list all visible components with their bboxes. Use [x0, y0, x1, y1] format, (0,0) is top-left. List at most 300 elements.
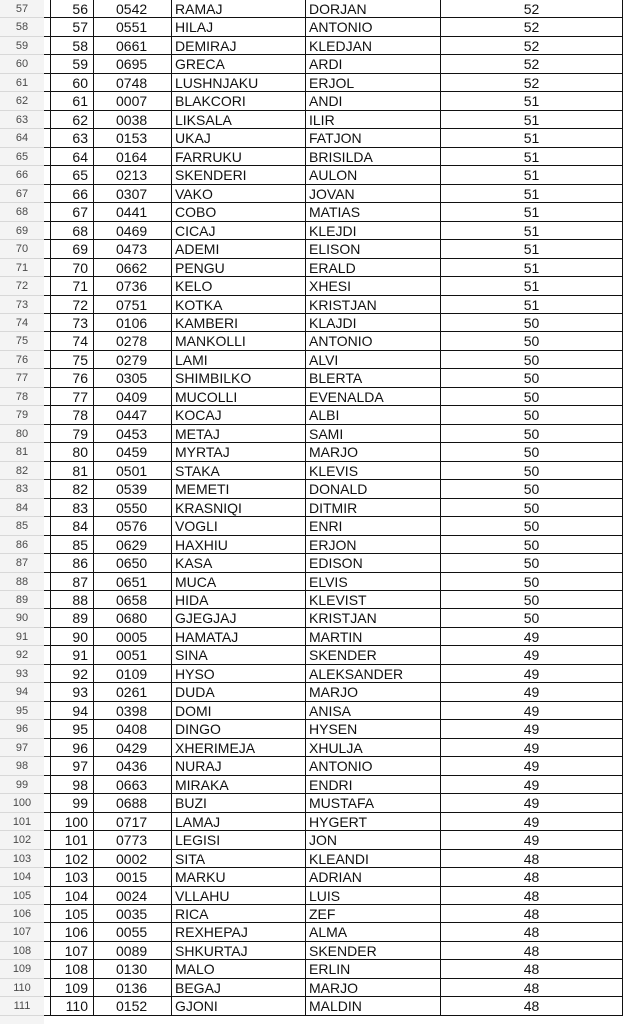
surname-cell[interactable]: UKAJ: [172, 129, 306, 147]
points-cell[interactable]: 50: [441, 517, 623, 535]
rank-cell[interactable]: 57: [50, 18, 94, 36]
rank-cell[interactable]: 92: [50, 665, 94, 683]
row-header[interactable]: [0, 573, 44, 591]
name-cell[interactable]: DITMIR: [306, 499, 441, 517]
surname-cell[interactable]: LIKSALA: [172, 111, 306, 129]
code-cell[interactable]: 0542: [94, 0, 172, 18]
code-cell[interactable]: 0130: [94, 960, 172, 978]
code-cell[interactable]: 0748: [94, 74, 172, 92]
name-cell[interactable]: ELVIS: [306, 573, 441, 591]
surname-cell[interactable]: BUZI: [172, 794, 306, 812]
name-cell[interactable]: ERALD: [306, 259, 441, 277]
surname-cell[interactable]: VLLAHU: [172, 887, 306, 905]
surname-cell[interactable]: DEMIRAJ: [172, 37, 306, 55]
code-cell[interactable]: 0650: [94, 554, 172, 572]
points-cell[interactable]: 52: [441, 0, 623, 18]
row-header[interactable]: [0, 406, 44, 424]
row-header[interactable]: [0, 960, 44, 978]
points-cell[interactable]: 50: [441, 462, 623, 480]
points-cell[interactable]: 52: [441, 74, 623, 92]
points-cell[interactable]: 51: [441, 296, 623, 314]
points-cell[interactable]: 51: [441, 203, 623, 221]
code-cell[interactable]: 0164: [94, 148, 172, 166]
surname-cell[interactable]: XHERIMEJA: [172, 739, 306, 757]
surname-cell[interactable]: BEGAJ: [172, 979, 306, 997]
name-cell[interactable]: BRISILDA: [306, 148, 441, 166]
points-cell[interactable]: 51: [441, 92, 623, 110]
name-cell[interactable]: ALEKSANDER: [306, 665, 441, 683]
rank-cell[interactable]: 101: [50, 831, 94, 849]
code-cell[interactable]: 0007: [94, 92, 172, 110]
code-cell[interactable]: 0453: [94, 425, 172, 443]
code-cell[interactable]: 0447: [94, 406, 172, 424]
name-cell[interactable]: ANTONIO: [306, 18, 441, 36]
surname-cell[interactable]: SINA: [172, 646, 306, 664]
name-cell[interactable]: KLAJDI: [306, 314, 441, 332]
rank-cell[interactable]: 85: [50, 536, 94, 554]
rank-cell[interactable]: 63: [50, 129, 94, 147]
surname-cell[interactable]: MYRTAJ: [172, 443, 306, 461]
points-cell[interactable]: 49: [441, 628, 623, 646]
points-cell[interactable]: 50: [441, 351, 623, 369]
points-cell[interactable]: 51: [441, 259, 623, 277]
surname-cell[interactable]: LAMI: [172, 351, 306, 369]
points-cell[interactable]: 48: [441, 960, 623, 978]
points-cell[interactable]: 50: [441, 425, 623, 443]
points-cell[interactable]: 50: [441, 443, 623, 461]
code-cell[interactable]: 0109: [94, 665, 172, 683]
surname-cell[interactable]: MUCA: [172, 573, 306, 591]
name-cell[interactable]: ERJOL: [306, 74, 441, 92]
surname-cell[interactable]: HIDA: [172, 591, 306, 609]
row-header[interactable]: [0, 74, 44, 92]
rank-cell[interactable]: 107: [50, 942, 94, 960]
name-cell[interactable]: DORJAN: [306, 0, 441, 18]
points-cell[interactable]: 49: [441, 739, 623, 757]
row-header[interactable]: [0, 831, 44, 849]
code-cell[interactable]: 0106: [94, 314, 172, 332]
row-header[interactable]: [0, 37, 44, 55]
surname-cell[interactable]: HYSO: [172, 665, 306, 683]
code-cell[interactable]: 0398: [94, 702, 172, 720]
row-header[interactable]: [0, 794, 44, 812]
surname-cell[interactable]: MUCOLLI: [172, 388, 306, 406]
code-cell[interactable]: 0695: [94, 55, 172, 73]
points-cell[interactable]: 50: [441, 609, 623, 627]
points-cell[interactable]: 50: [441, 536, 623, 554]
rank-cell[interactable]: 64: [50, 148, 94, 166]
rank-cell[interactable]: 80: [50, 443, 94, 461]
name-cell[interactable]: MUSTAFA: [306, 794, 441, 812]
name-cell[interactable]: KLEVIST: [306, 591, 441, 609]
code-cell[interactable]: 0688: [94, 794, 172, 812]
surname-cell[interactable]: LAMAJ: [172, 813, 306, 831]
row-header[interactable]: [0, 0, 44, 18]
points-cell[interactable]: 50: [441, 314, 623, 332]
rank-cell[interactable]: 61: [50, 92, 94, 110]
name-cell[interactable]: ILIR: [306, 111, 441, 129]
row-header[interactable]: [0, 979, 44, 997]
surname-cell[interactable]: KRASNIQI: [172, 499, 306, 517]
code-cell[interactable]: 0441: [94, 203, 172, 221]
code-cell[interactable]: 0680: [94, 609, 172, 627]
surname-cell[interactable]: KOTKA: [172, 296, 306, 314]
code-cell[interactable]: 0550: [94, 499, 172, 517]
surname-cell[interactable]: MALO: [172, 960, 306, 978]
name-cell[interactable]: MALDIN: [306, 997, 441, 1015]
row-header[interactable]: [0, 480, 44, 498]
points-cell[interactable]: 52: [441, 55, 623, 73]
points-cell[interactable]: 49: [441, 720, 623, 738]
surname-cell[interactable]: KELO: [172, 277, 306, 295]
row-header[interactable]: [0, 517, 44, 535]
row-header[interactable]: [0, 296, 44, 314]
row-header[interactable]: [0, 739, 44, 757]
code-cell[interactable]: 0038: [94, 111, 172, 129]
row-header[interactable]: [0, 813, 44, 831]
name-cell[interactable]: ENDRI: [306, 776, 441, 794]
row-header[interactable]: [0, 591, 44, 609]
rank-cell[interactable]: 56: [50, 0, 94, 18]
points-cell[interactable]: 52: [441, 37, 623, 55]
surname-cell[interactable]: CICAJ: [172, 222, 306, 240]
name-cell[interactable]: KRISTJAN: [306, 296, 441, 314]
code-cell[interactable]: 0658: [94, 591, 172, 609]
points-cell[interactable]: 52: [441, 18, 623, 36]
row-header[interactable]: [0, 720, 44, 738]
surname-cell[interactable]: DUDA: [172, 683, 306, 701]
row-header[interactable]: [0, 628, 44, 646]
code-cell[interactable]: 0002: [94, 850, 172, 868]
row-header[interactable]: [0, 388, 44, 406]
points-cell[interactable]: 51: [441, 166, 623, 184]
name-cell[interactable]: SAMI: [306, 425, 441, 443]
row-header[interactable]: [0, 203, 44, 221]
points-cell[interactable]: 50: [441, 406, 623, 424]
rank-cell[interactable]: 103: [50, 868, 94, 886]
rank-cell[interactable]: 104: [50, 887, 94, 905]
surname-cell[interactable]: MEMETI: [172, 480, 306, 498]
rank-cell[interactable]: 90: [50, 628, 94, 646]
row-header[interactable]: [0, 148, 44, 166]
name-cell[interactable]: MATIAS: [306, 203, 441, 221]
row-header[interactable]: [0, 923, 44, 941]
name-cell[interactable]: ALMA: [306, 923, 441, 941]
name-cell[interactable]: ANTONIO: [306, 332, 441, 350]
points-cell[interactable]: 51: [441, 185, 623, 203]
row-header[interactable]: [0, 887, 44, 905]
code-cell[interactable]: 0662: [94, 259, 172, 277]
name-cell[interactable]: MARTIN: [306, 628, 441, 646]
rank-cell[interactable]: 73: [50, 314, 94, 332]
name-cell[interactable]: ADRIAN: [306, 868, 441, 886]
rank-cell[interactable]: 89: [50, 609, 94, 627]
name-cell[interactable]: ALVI: [306, 351, 441, 369]
rank-cell[interactable]: 87: [50, 573, 94, 591]
points-cell[interactable]: 51: [441, 148, 623, 166]
code-cell[interactable]: 0136: [94, 979, 172, 997]
row-header[interactable]: [0, 18, 44, 36]
code-cell[interactable]: 0473: [94, 240, 172, 258]
code-cell[interactable]: 0501: [94, 462, 172, 480]
name-cell[interactable]: KRISTJAN: [306, 609, 441, 627]
name-cell[interactable]: JOVAN: [306, 185, 441, 203]
row-header[interactable]: [0, 646, 44, 664]
points-cell[interactable]: 48: [441, 923, 623, 941]
rank-cell[interactable]: 67: [50, 203, 94, 221]
row-header[interactable]: [0, 905, 44, 923]
rank-cell[interactable]: 76: [50, 369, 94, 387]
rank-cell[interactable]: 99: [50, 794, 94, 812]
row-header[interactable]: [0, 259, 44, 277]
rank-cell[interactable]: 100: [50, 813, 94, 831]
name-cell[interactable]: ALBI: [306, 406, 441, 424]
points-cell[interactable]: 50: [441, 499, 623, 517]
row-header[interactable]: [0, 997, 44, 1015]
name-cell[interactable]: ARDI: [306, 55, 441, 73]
points-cell[interactable]: 51: [441, 240, 623, 258]
rank-cell[interactable]: 97: [50, 757, 94, 775]
points-cell[interactable]: 49: [441, 831, 623, 849]
code-cell[interactable]: 0717: [94, 813, 172, 831]
row-header[interactable]: [0, 314, 44, 332]
code-cell[interactable]: 0436: [94, 757, 172, 775]
row-header[interactable]: [0, 425, 44, 443]
code-cell[interactable]: 0213: [94, 166, 172, 184]
code-cell[interactable]: 0408: [94, 720, 172, 738]
name-cell[interactable]: EDISON: [306, 554, 441, 572]
rank-cell[interactable]: 79: [50, 425, 94, 443]
code-cell[interactable]: 0409: [94, 388, 172, 406]
surname-cell[interactable]: DINGO: [172, 720, 306, 738]
name-cell[interactable]: ZEF: [306, 905, 441, 923]
surname-cell[interactable]: REXHEPAJ: [172, 923, 306, 941]
surname-cell[interactable]: NURAJ: [172, 757, 306, 775]
code-cell[interactable]: 0459: [94, 443, 172, 461]
name-cell[interactable]: LUIS: [306, 887, 441, 905]
row-header[interactable]: [0, 702, 44, 720]
row-header[interactable]: [0, 554, 44, 572]
name-cell[interactable]: ELISON: [306, 240, 441, 258]
row-header[interactable]: [0, 351, 44, 369]
surname-cell[interactable]: KASA: [172, 554, 306, 572]
points-cell[interactable]: 50: [441, 480, 623, 498]
code-cell[interactable]: 0024: [94, 887, 172, 905]
surname-cell[interactable]: LEGISI: [172, 831, 306, 849]
surname-cell[interactable]: VAKO: [172, 185, 306, 203]
rank-cell[interactable]: 95: [50, 720, 94, 738]
code-cell[interactable]: 0736: [94, 277, 172, 295]
rank-cell[interactable]: 106: [50, 923, 94, 941]
points-cell[interactable]: 48: [441, 905, 623, 923]
name-cell[interactable]: DONALD: [306, 480, 441, 498]
rank-cell[interactable]: 68: [50, 222, 94, 240]
points-cell[interactable]: 48: [441, 868, 623, 886]
name-cell[interactable]: KLEJDI: [306, 222, 441, 240]
surname-cell[interactable]: STAKA: [172, 462, 306, 480]
rank-cell[interactable]: 88: [50, 591, 94, 609]
row-header[interactable]: [0, 757, 44, 775]
surname-cell[interactable]: MANKOLLI: [172, 332, 306, 350]
surname-cell[interactable]: SITA: [172, 850, 306, 868]
points-cell[interactable]: 50: [441, 554, 623, 572]
name-cell[interactable]: HYGERT: [306, 813, 441, 831]
surname-cell[interactable]: BLAKCORI: [172, 92, 306, 110]
points-cell[interactable]: 50: [441, 332, 623, 350]
surname-cell[interactable]: RICA: [172, 905, 306, 923]
name-cell[interactable]: BLERTA: [306, 369, 441, 387]
rank-cell[interactable]: 93: [50, 683, 94, 701]
points-cell[interactable]: 49: [441, 665, 623, 683]
points-cell[interactable]: 48: [441, 887, 623, 905]
rank-cell[interactable]: 70: [50, 259, 94, 277]
row-header[interactable]: [0, 942, 44, 960]
name-cell[interactable]: KLEANDI: [306, 850, 441, 868]
points-cell[interactable]: 49: [441, 702, 623, 720]
name-cell[interactable]: SKENDER: [306, 942, 441, 960]
name-cell[interactable]: KLEDJAN: [306, 37, 441, 55]
surname-cell[interactable]: PENGU: [172, 259, 306, 277]
row-header[interactable]: [0, 369, 44, 387]
points-cell[interactable]: 50: [441, 591, 623, 609]
name-cell[interactable]: EVENALDA: [306, 388, 441, 406]
surname-cell[interactable]: MARKU: [172, 868, 306, 886]
row-header[interactable]: [0, 868, 44, 886]
code-cell[interactable]: 0429: [94, 739, 172, 757]
points-cell[interactable]: 48: [441, 850, 623, 868]
code-cell[interactable]: 0279: [94, 351, 172, 369]
row-header[interactable]: [0, 683, 44, 701]
name-cell[interactable]: ERLIN: [306, 960, 441, 978]
row-header[interactable]: [0, 332, 44, 350]
surname-cell[interactable]: COBO: [172, 203, 306, 221]
surname-cell[interactable]: HILAJ: [172, 18, 306, 36]
code-cell[interactable]: 0261: [94, 683, 172, 701]
rank-cell[interactable]: 84: [50, 517, 94, 535]
points-cell[interactable]: 48: [441, 997, 623, 1015]
row-header[interactable]: [0, 277, 44, 295]
row-header[interactable]: [0, 776, 44, 794]
rank-cell[interactable]: 82: [50, 480, 94, 498]
code-cell[interactable]: 0551: [94, 18, 172, 36]
row-header[interactable]: [0, 185, 44, 203]
rank-cell[interactable]: 81: [50, 462, 94, 480]
surname-cell[interactable]: DOMI: [172, 702, 306, 720]
name-cell[interactable]: MARJO: [306, 443, 441, 461]
row-header[interactable]: [0, 240, 44, 258]
points-cell[interactable]: 48: [441, 979, 623, 997]
points-cell[interactable]: 51: [441, 129, 623, 147]
points-cell[interactable]: 50: [441, 573, 623, 591]
name-cell[interactable]: ENRI: [306, 517, 441, 535]
points-cell[interactable]: 51: [441, 222, 623, 240]
row-header[interactable]: [0, 462, 44, 480]
surname-cell[interactable]: ADEMI: [172, 240, 306, 258]
rank-cell[interactable]: 58: [50, 37, 94, 55]
surname-cell[interactable]: KOCAJ: [172, 406, 306, 424]
surname-cell[interactable]: METAJ: [172, 425, 306, 443]
rank-cell[interactable]: 105: [50, 905, 94, 923]
code-cell[interactable]: 0751: [94, 296, 172, 314]
surname-cell[interactable]: HAMATAJ: [172, 628, 306, 646]
code-cell[interactable]: 0055: [94, 923, 172, 941]
code-cell[interactable]: 0005: [94, 628, 172, 646]
surname-cell[interactable]: GJONI: [172, 997, 306, 1015]
code-cell[interactable]: 0661: [94, 37, 172, 55]
name-cell[interactable]: KLEVIS: [306, 462, 441, 480]
code-cell[interactable]: 0773: [94, 831, 172, 849]
code-cell[interactable]: 0153: [94, 129, 172, 147]
row-header[interactable]: [0, 166, 44, 184]
code-cell[interactable]: 0307: [94, 185, 172, 203]
code-cell[interactable]: 0035: [94, 905, 172, 923]
name-cell[interactable]: MARJO: [306, 683, 441, 701]
rank-cell[interactable]: 102: [50, 850, 94, 868]
row-header[interactable]: [0, 222, 44, 240]
name-cell[interactable]: XHESI: [306, 277, 441, 295]
surname-cell[interactable]: FARRUKU: [172, 148, 306, 166]
code-cell[interactable]: 0651: [94, 573, 172, 591]
surname-cell[interactable]: LUSHNJAKU: [172, 74, 306, 92]
rank-cell[interactable]: 109: [50, 979, 94, 997]
points-cell[interactable]: 49: [441, 813, 623, 831]
surname-cell[interactable]: MIRAKA: [172, 776, 306, 794]
surname-cell[interactable]: SKENDERI: [172, 166, 306, 184]
code-cell[interactable]: 0469: [94, 222, 172, 240]
row-header[interactable]: [0, 129, 44, 147]
surname-cell[interactable]: HAXHIU: [172, 536, 306, 554]
name-cell[interactable]: ANTONIO: [306, 757, 441, 775]
rank-cell[interactable]: 94: [50, 702, 94, 720]
rank-cell[interactable]: 74: [50, 332, 94, 350]
rank-cell[interactable]: 110: [50, 997, 94, 1015]
name-cell[interactable]: ERJON: [306, 536, 441, 554]
rank-cell[interactable]: 77: [50, 388, 94, 406]
row-header[interactable]: [0, 536, 44, 554]
rank-cell[interactable]: 98: [50, 776, 94, 794]
rank-cell[interactable]: 69: [50, 240, 94, 258]
points-cell[interactable]: 49: [441, 794, 623, 812]
rank-cell[interactable]: 65: [50, 166, 94, 184]
code-cell[interactable]: 0051: [94, 646, 172, 664]
code-cell[interactable]: 0663: [94, 776, 172, 794]
rank-cell[interactable]: 78: [50, 406, 94, 424]
row-header[interactable]: [0, 665, 44, 683]
points-cell[interactable]: 49: [441, 776, 623, 794]
points-cell[interactable]: 50: [441, 369, 623, 387]
rank-cell[interactable]: 71: [50, 277, 94, 295]
code-cell[interactable]: 0576: [94, 517, 172, 535]
rank-cell[interactable]: 96: [50, 739, 94, 757]
points-cell[interactable]: 51: [441, 111, 623, 129]
surname-cell[interactable]: GRECA: [172, 55, 306, 73]
name-cell[interactable]: SKENDER: [306, 646, 441, 664]
code-cell[interactable]: 0629: [94, 536, 172, 554]
name-cell[interactable]: ANDI: [306, 92, 441, 110]
surname-cell[interactable]: SHKURTAJ: [172, 942, 306, 960]
row-header[interactable]: [0, 609, 44, 627]
points-cell[interactable]: 51: [441, 277, 623, 295]
rank-cell[interactable]: 62: [50, 111, 94, 129]
rank-cell[interactable]: 59: [50, 55, 94, 73]
code-cell[interactable]: 0539: [94, 480, 172, 498]
rank-cell[interactable]: 75: [50, 351, 94, 369]
code-cell[interactable]: 0089: [94, 942, 172, 960]
name-cell[interactable]: MARJO: [306, 979, 441, 997]
points-cell[interactable]: 49: [441, 646, 623, 664]
name-cell[interactable]: ANISA: [306, 702, 441, 720]
rank-cell[interactable]: 86: [50, 554, 94, 572]
